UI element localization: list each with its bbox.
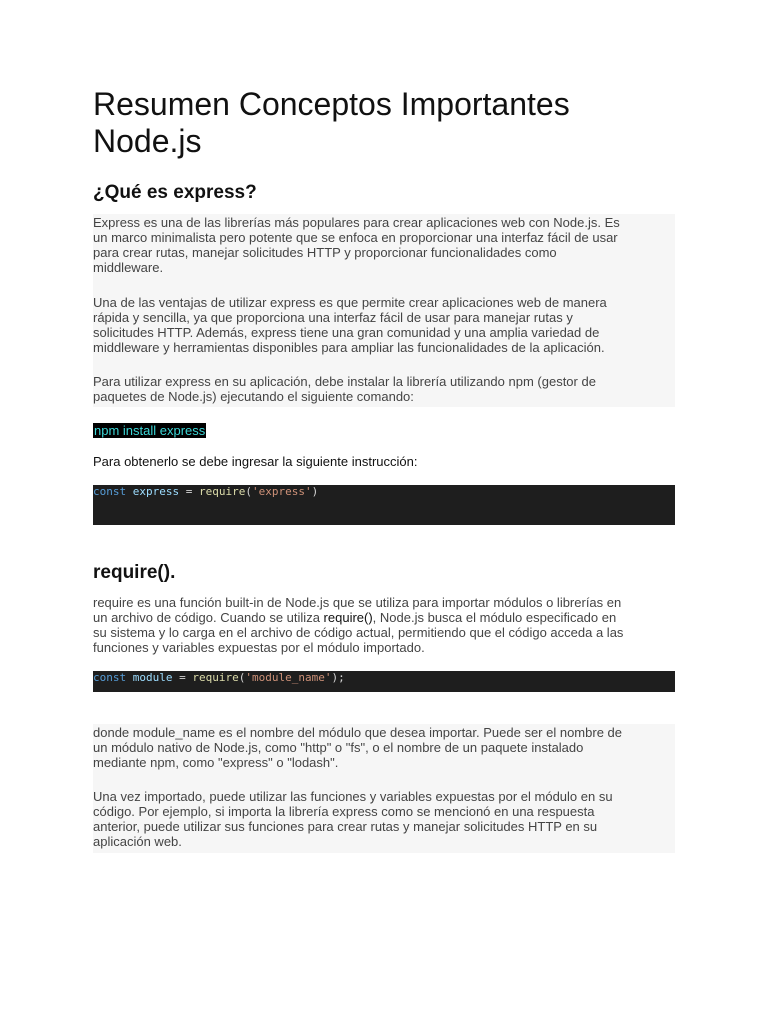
express-description-block [93, 214, 675, 407]
obtain-instruction-text: Para obtenerlo se debe ingresar la siguiente instrucción: [93, 454, 418, 469]
code-function: require [192, 671, 239, 684]
code-paren-close: ); [331, 671, 345, 684]
code-identifier: module [132, 671, 173, 684]
express-paragraph-3: Para utilizar express en su aplicación, debe instalar la librería utilizando npm (gestor de paquetes de Node.js) ejecutando el siguiente comando: [93, 374, 596, 404]
require-paragraph-part-1: require es una función built-in de Node.js que se utiliza para importar módulos o librerías en un archivo de código. Cuando se utiliza [93, 595, 622, 625]
install-command: npm install express [94, 423, 206, 438]
code-keyword: const [93, 671, 127, 684]
usage-paragraph: Una vez importado, puede utilizar las funciones y variables expuestas por el módulo en su código. Por ejemplo, si importa la librería express como se mencionó en una respuesta anterior, puede utilizar sus funciones para crear rutas y manejar solicitudes HTTP en su aplicación web. [93, 789, 613, 849]
code-block-express [93, 485, 675, 525]
section-heading-require: require(). [93, 562, 176, 583]
code-paren-close: ) [311, 485, 319, 498]
section-heading-express: ¿Qué es express? [93, 182, 257, 203]
require-paragraph-part-2: , Node.js busca el módulo especificado en su sistema y lo carga en el archivo de código actual, permitiendo que el código acceda a las funciones y variables expuestas por el módulo importado. [93, 610, 624, 655]
code-string: 'express' [251, 485, 312, 498]
express-paragraph-1: Express es una de las librerías más populares para crear aplicaciones web con Node.js. Es un marco minimalista pero potente que se enfoca en proporcionar una interfaz fácil de usar para crear rutas, manejar solicitudes HTTP y proporcionar funcionalidades como middleware. [93, 215, 620, 275]
require-paragraph [93, 595, 623, 655]
express-paragraph-2: Una de las ventajas de utilizar express es que permite crear aplicaciones web de manera rápida y sencilla, ya que proporciona una interfaz fácil de usar para manejar rutas y solicitudes HTTP. Además, express tiene una gran comunidad y una amplia variedad de middleware y herramientas disponibles para ampliar las funcionalidades de la aplicación. [93, 295, 607, 355]
code-paren-open: ( [245, 485, 252, 498]
code-identifier: express [132, 485, 180, 498]
code-string: 'module_name' [245, 671, 332, 684]
code-block-require [93, 671, 675, 692]
page-title: Resumen Conceptos Importantes Node.js [93, 86, 570, 159]
require-details-block [93, 724, 675, 853]
code-function: require [198, 485, 246, 498]
module-name-paragraph: donde module_name es el nombre del módulo que desea importar. Puede ser el nombre de un módulo nativo de Node.js, como "http" o "fs", o el nombre de un paquete instalado mediante npm, como "express" o "lodash". [93, 725, 623, 770]
code-operator: = [179, 671, 186, 684]
code-keyword: const [93, 485, 127, 498]
require-inline-code: require() [323, 610, 373, 625]
code-paren-open: ( [238, 671, 246, 684]
code-operator: = [185, 485, 193, 498]
